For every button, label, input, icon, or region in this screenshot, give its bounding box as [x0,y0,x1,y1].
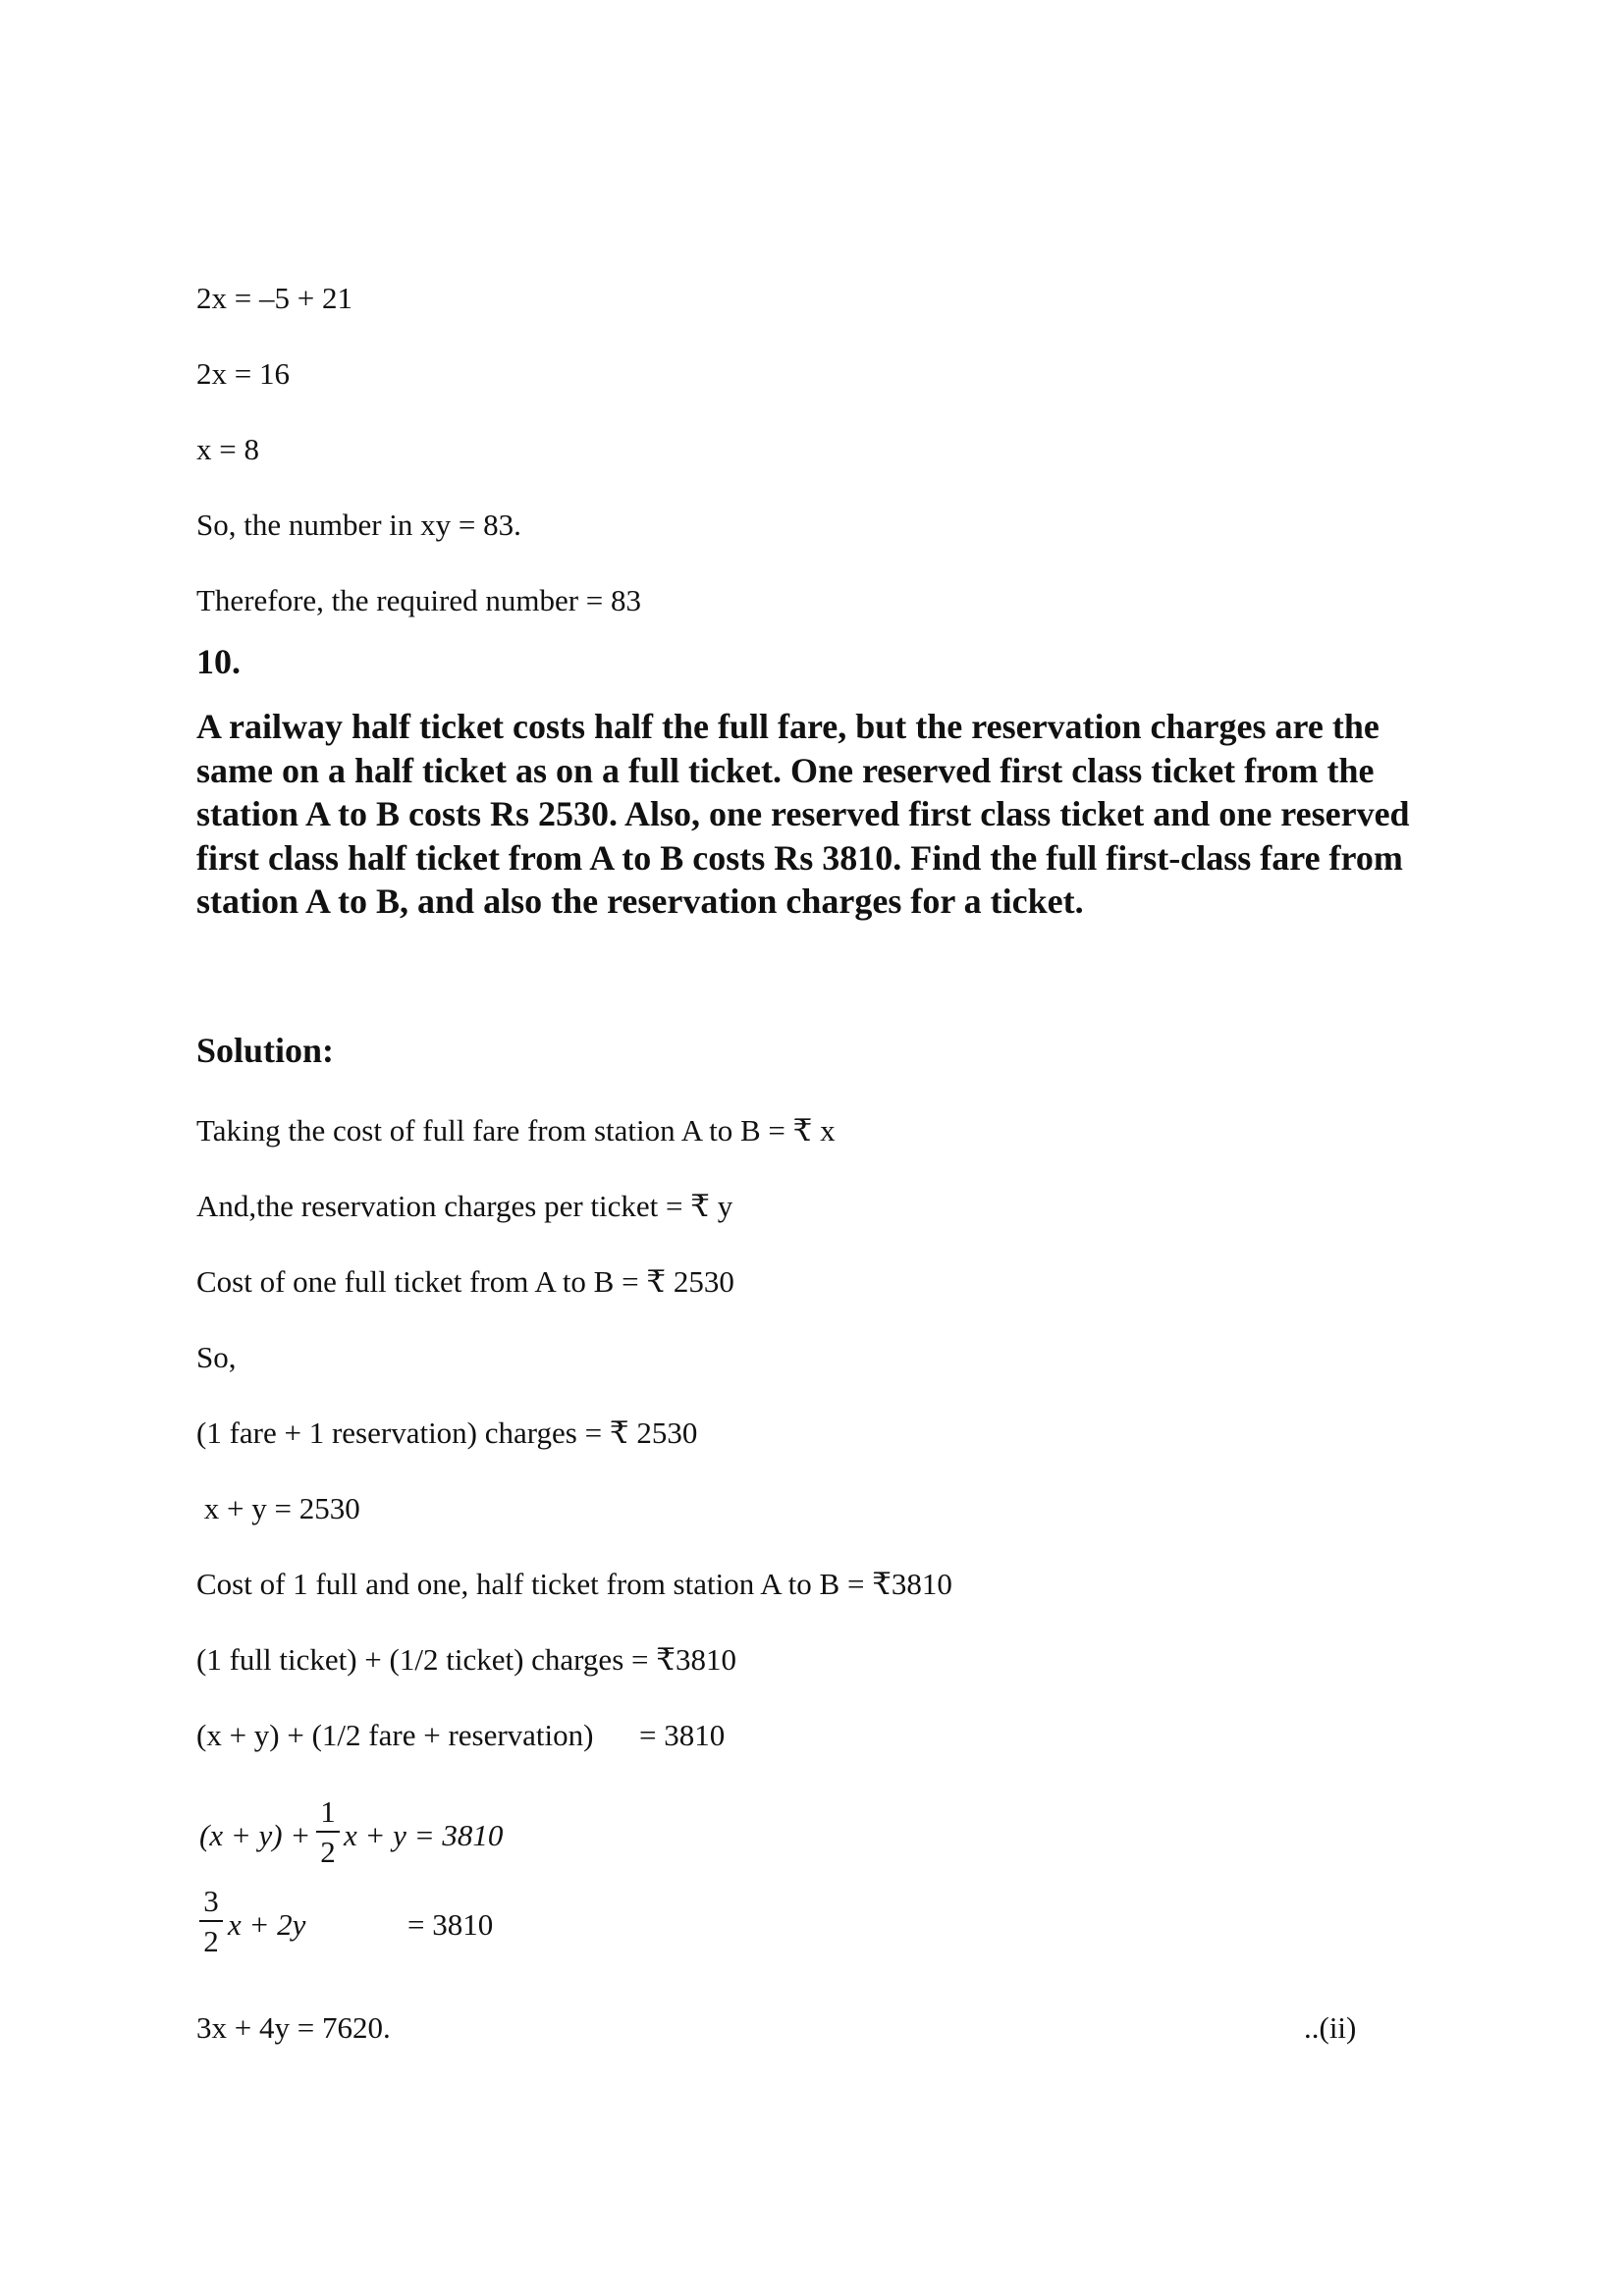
solution-heading: Solution: [196,1031,335,1070]
equation-reference: ..(ii) [1304,2010,1357,2045]
solution-line: And,the reservation charges per ticket = ₹ y [196,1189,733,1223]
fraction-denominator: 2 [203,1924,219,1958]
fraction-numerator: 3 [203,1884,219,1918]
equation-middle: x + 2y [228,1907,306,1942]
solution-line: x + y = 2530 [196,1491,360,1525]
fraction-numerator: 1 [320,1794,336,1829]
fraction-bar [199,1920,223,1922]
prev-solution-line: 2x = –5 + 21 [196,281,352,315]
prev-solution-line: x = 8 [196,432,259,466]
prev-solution-line: So, the number in xy = 83. [196,507,521,542]
fraction-bar [316,1831,340,1833]
solution-line: (x + y) + (1/2 fare + reservation) = 3810 [196,1718,726,1752]
question-text: A railway half ticket costs half the full fare, but the reservation charges are the same on a half ticket as on a full ticket. One reserved first class ticket from the station A to B costs Rs 2530. Also, one reserved first class ticket and one reserved first class half ticket from A to B costs Rs 3810. Find the full first-class fare from station A to B, and also the reservation charges for a ticket. [196,707,1410,921]
equation-left: (x + y) + [199,1818,311,1852]
prev-solution-line: Therefore, the required number = 83 [196,583,642,617]
solution-line: Cost of 1 full and one, half ticket from station A to B = ₹3810 [196,1567,952,1601]
equation-right: = 3810 [407,1907,494,1942]
solution-line: So, [196,1340,237,1374]
question-number: 10. [196,642,241,681]
solution-line: (1 full ticket) + (1/2 ticket) charges = ₹3810 [196,1642,736,1677]
solution-line: Cost of one full ticket from A to B = ₹ 2530 [196,1264,734,1299]
fraction-denominator: 2 [320,1835,336,1869]
solution-line: (1 fare + 1 reservation) charges = ₹ 2530 [196,1415,698,1450]
equation-right: x + y = 3810 [344,1818,504,1852]
solution-final-equation: 3x + 4y = 7620. [196,2010,391,2045]
solution-line: Taking the cost of full fare from station A to B = ₹ x [196,1113,836,1148]
fraction-three-halves [199,1885,223,1958]
prev-solution-line: 2x = 16 [196,356,290,391]
fraction-one-half [316,1795,340,1869]
